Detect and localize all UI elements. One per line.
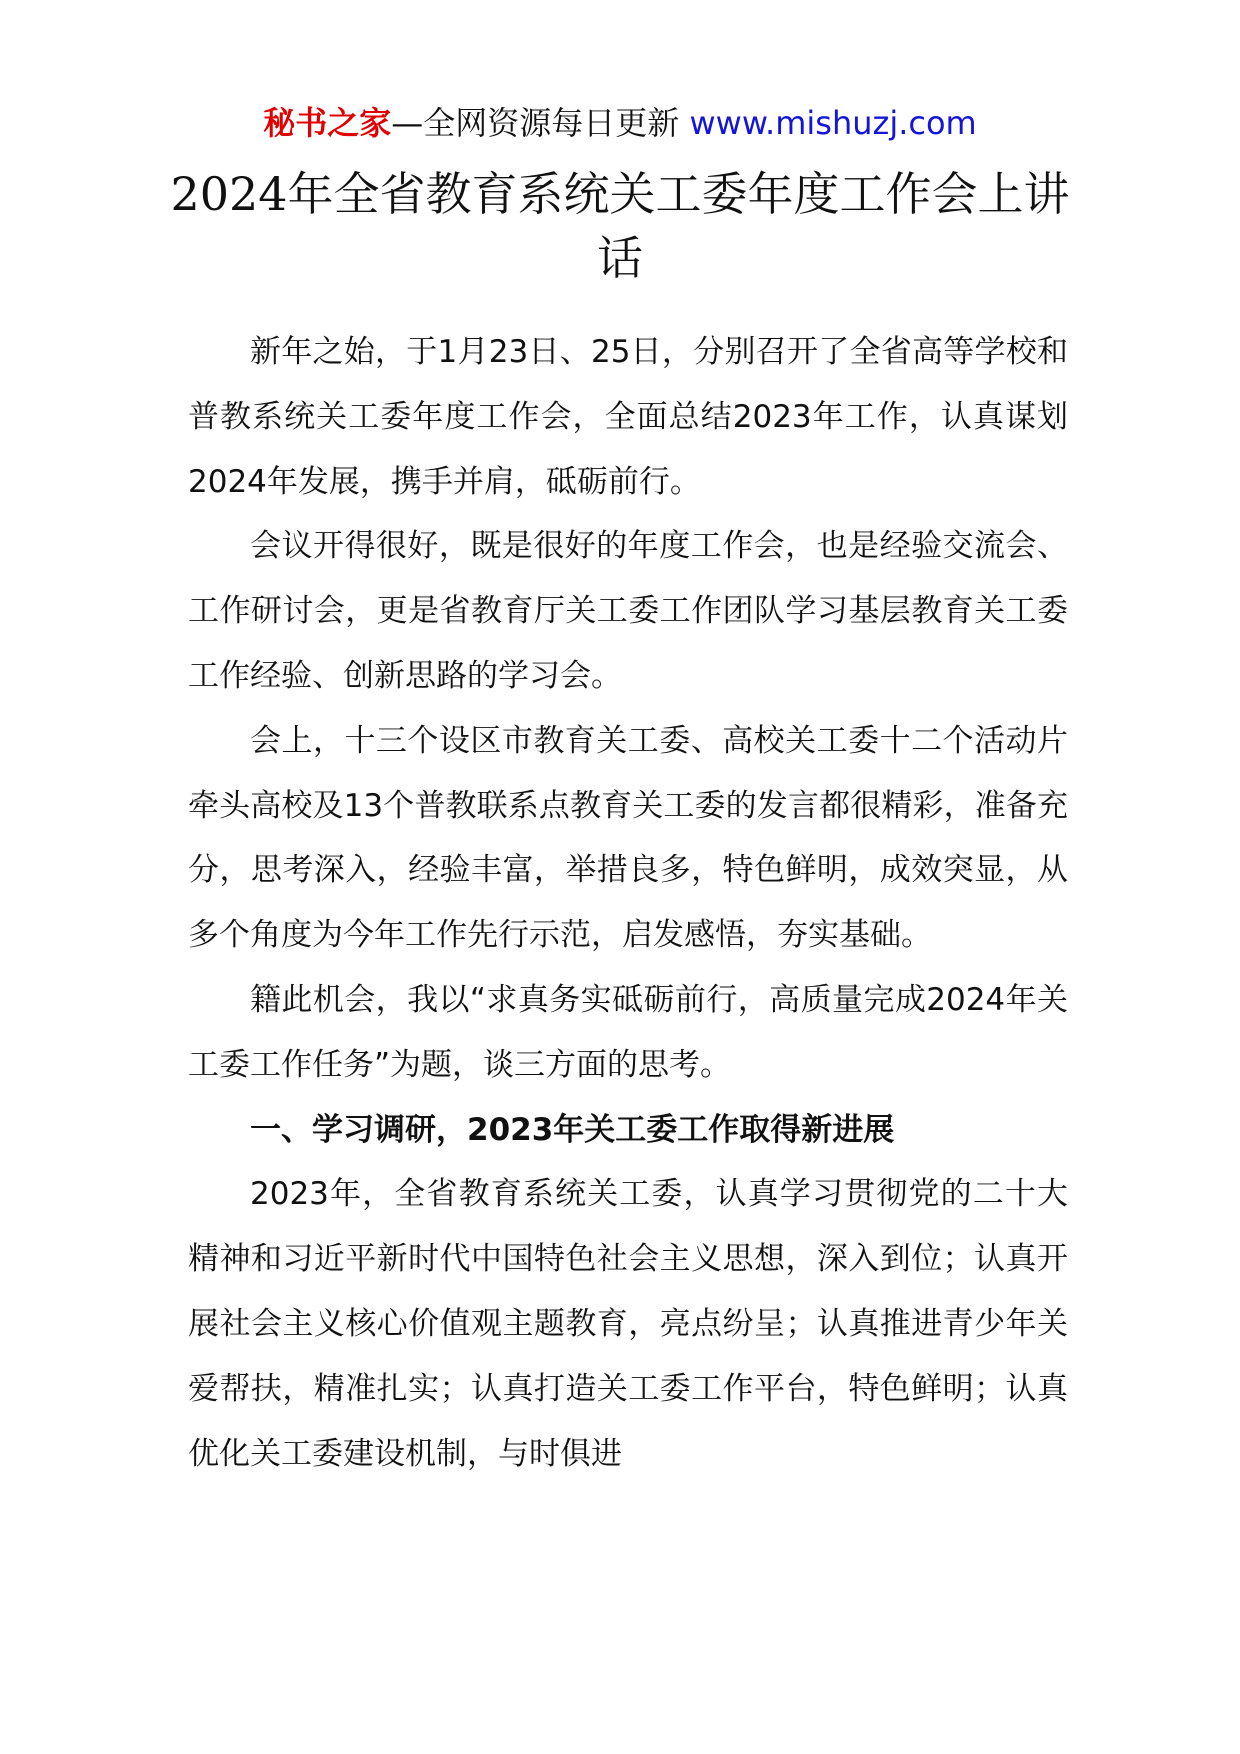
document-title [150, 162, 1090, 290]
paragraph-3: 会上，十三个设区市教育关工委、高校关工委十二个活动片牵头高校及13个普教联系点教育关工委的发言都很精彩，准备充分，思考深入，经验丰富，举措良多，特色鲜明，成效突显，从多个角度为今年工作先行示范，启发感悟，夯实基础。 [188, 722, 1068, 954]
document-body [188, 320, 1068, 1486]
title-text: 年全省教育系统关工委年度工作会上讲话 [287, 167, 1070, 285]
site-banner [0, 100, 1240, 146]
section-paragraph: 2023年，全省教育系统关工委，认真学习贯彻党的二十大精神和习近平新时代中国特色社会主义思想，深入到位；认真开展社会主义核心价值观主题教育，亮点纷呈；认真推进青少年关爱帮扶，精准扎实；认真打造关工委工作平台，特色鲜明；认真优化关工委建设机制，与时俱进 [188, 1176, 1068, 1472]
banner-tagline: —全网资源每日更新 [391, 104, 690, 142]
site-url-link[interactable]: www.mishuzj.com [689, 104, 977, 142]
brand-name: 秘书之家 [263, 104, 392, 142]
paragraph-2: 会议开得很好，既是很好的年度工作会，也是经验交流会、工作研讨会，更是省教育厅关工委工作团队学习基层教育关工委工作经验、创新思路的学习会。 [188, 528, 1068, 694]
paragraph-1: 新年之始，于1月23日、25日，分别召开了全省高等学校和普教系统关工委年度工作会，全面总结2023年工作，认真谋划2024年发展，携手并肩，砥砺前行。 [188, 334, 1068, 500]
title-year: 2024 [170, 167, 288, 221]
paragraph-4: 籍此机会，我以“求真务实砥砺前行，高质量完成2024年关工委工作任务”为题，谈三方面的思考。 [188, 981, 1068, 1083]
section-heading: 一、学习调研，2023年关工委工作取得新进展 [250, 1111, 895, 1148]
